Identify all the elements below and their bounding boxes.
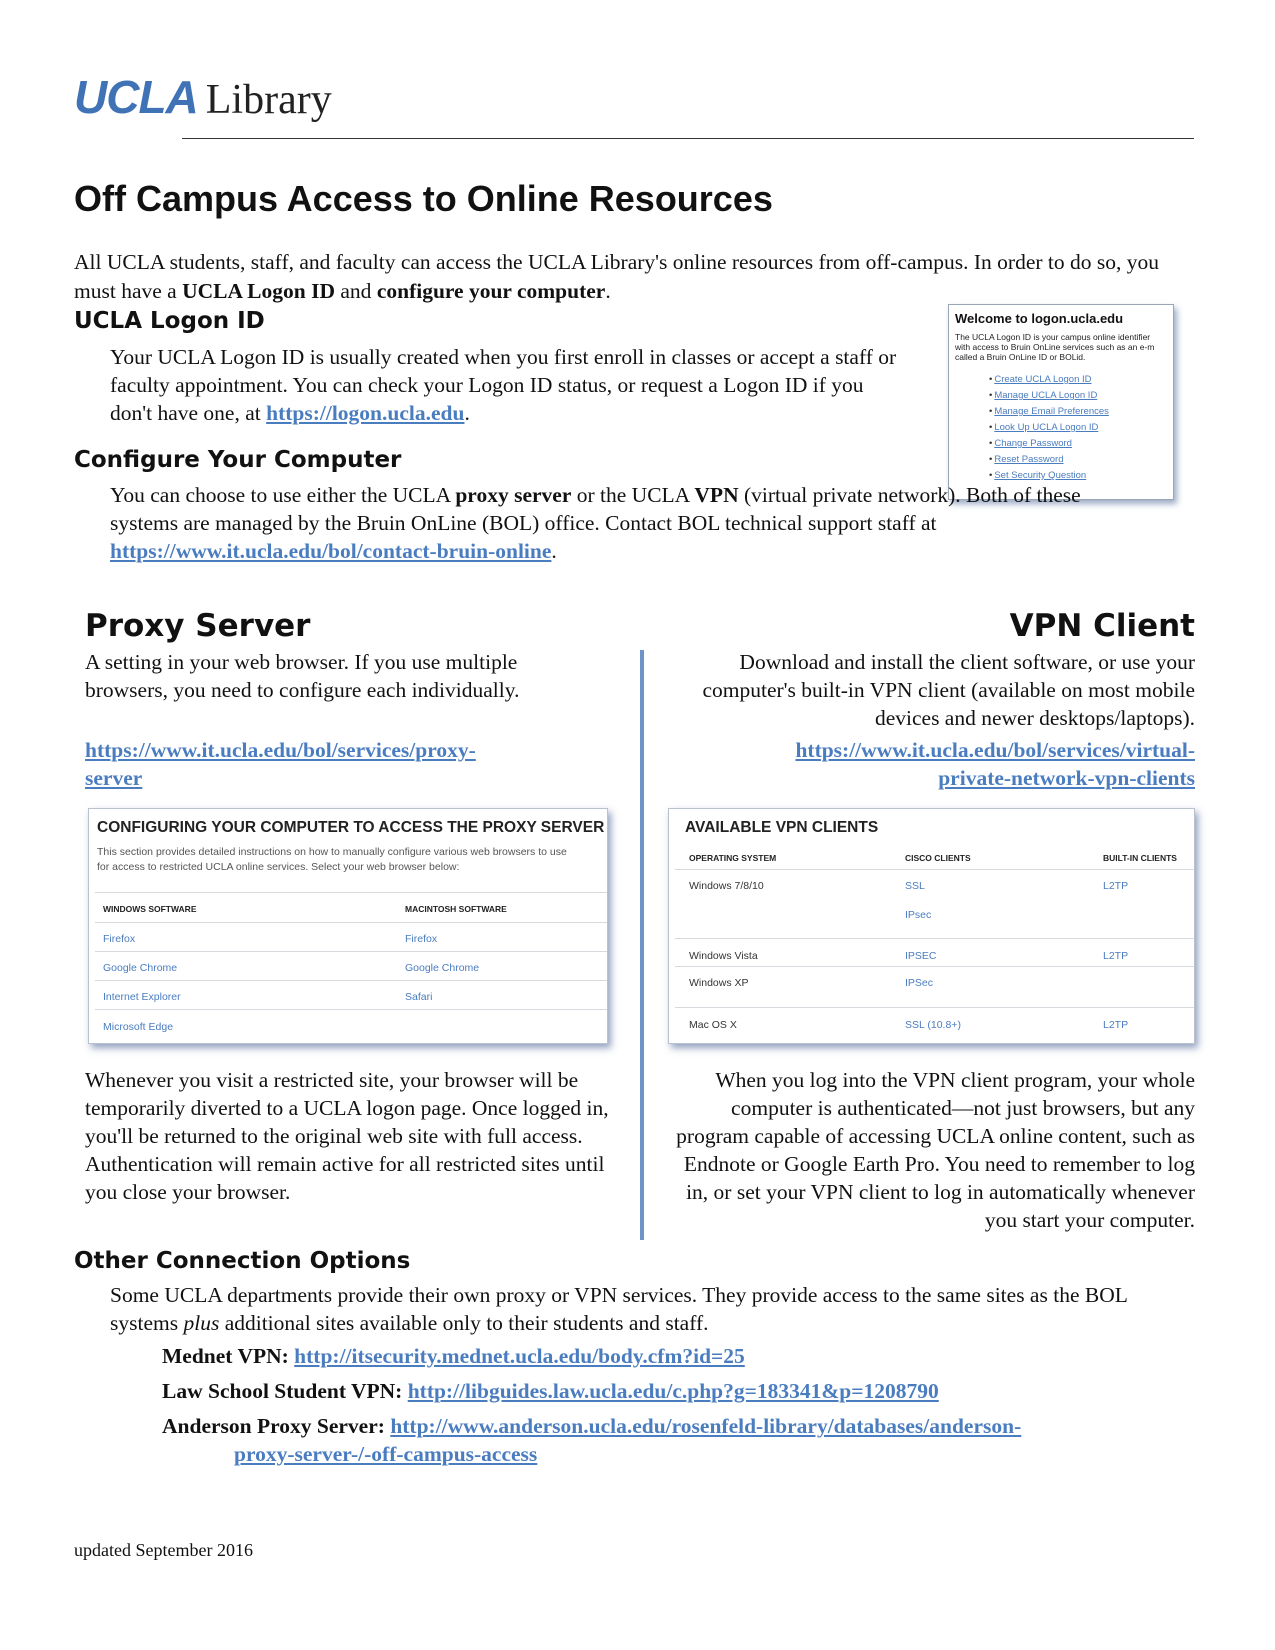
page-title: Off Campus Access to Online Resources <box>74 178 773 219</box>
logon-link-manage[interactable]: • Manage UCLA Logon ID <box>989 388 1173 404</box>
configure-paragraph <box>110 481 1110 565</box>
logon-link-create[interactable]: • Create UCLA Logon ID <box>989 372 1173 388</box>
vpn-builtin-l2tp[interactable]: L2TP <box>1103 880 1129 892</box>
law-label: Law School Student VPN: <box>162 1379 403 1403</box>
other-heading: Other Connection Options <box>74 1248 411 1274</box>
proxy-table-rule <box>95 980 607 981</box>
proxy-table-rule <box>95 922 607 923</box>
proxy-desc-line: for access to restricted UCLA online services. Select your web browser below: <box>97 861 460 873</box>
bol-contact-link[interactable]: https://www.it.ucla.edu/bol/contact-bruin-online <box>110 539 552 563</box>
proxy-win-firefox[interactable]: Firefox <box>103 933 136 945</box>
logon-text-end: . <box>464 401 470 425</box>
logo-ucla-text: UCLA <box>74 71 198 123</box>
logon-link-lookup[interactable]: • Look Up UCLA Logon ID <box>989 420 1173 436</box>
proxy-win-ie[interactable]: Internet Explorer <box>103 991 181 1003</box>
proxy-screenshot-desc <box>89 837 607 875</box>
proxy-table-rule <box>95 951 607 952</box>
anderson-label: Anderson Proxy Server: <box>162 1414 385 1438</box>
vpn-mac-cisco[interactable]: SSL (10.8+) <box>905 1019 961 1031</box>
logon-link-reset-password[interactable]: • Reset Password <box>989 452 1173 468</box>
logo-library-text: Library <box>205 77 332 123</box>
vpn-vista-cisco[interactable]: IPSEC <box>905 950 937 962</box>
vpn-link[interactable] <box>795 738 1195 790</box>
proxy-desc-line: This section provides detailed instructions on how to manually configure various web browsers to use <box>97 846 567 858</box>
vpn-col-os: OPERATING SYSTEM <box>689 853 777 863</box>
proxy-mac-safari[interactable]: Safari <box>405 991 433 1003</box>
other-text-2: additional sites available only to their students and staff. <box>219 1311 709 1335</box>
proxy-win-edge[interactable]: Microsoft Edge <box>103 1021 174 1033</box>
proxy-screenshot-title: CONFIGURING YOUR COMPUTER TO ACCESS THE PROXY SERVER <box>97 819 605 836</box>
intro-bold-configure: configure your computer <box>376 279 606 303</box>
mednet-link[interactable]: http://itsecurity.mednet.ucla.edu/body.cfm?id=25 <box>294 1344 745 1368</box>
proxy-win-chrome[interactable]: Google Chrome <box>103 962 178 974</box>
updated-date: updated September 2016 <box>74 1540 253 1560</box>
vpn-cisco-ssl[interactable]: SSL <box>905 880 925 892</box>
logon-heading: UCLA Logon ID <box>74 308 265 334</box>
vpn-os-xp: Windows XP <box>689 977 749 989</box>
vpn-link-block <box>670 736 1195 792</box>
proxy-description: A setting in your web browser. If you use multiple browsers, you need to configure each individually. <box>85 650 520 702</box>
logon-screenshot <box>948 304 1174 500</box>
vpn-after-text: When you log into the VPN client program, your whole computer is authenticated—not just browsers, but any program capable of accessing UCLA online content, such as Endnote or Google Earth Pro. You need to remember to log in, or set your VPN client to log in automatically whenever you start your computer. <box>676 1068 1195 1232</box>
proxy-after-text: Whenever you visit a restricted site, your browser will be temporarily diverted to a UCLA logon page. Once logged in, you'll be returned to the original web site with full access. Authentication will remain active for all restricted sites until you close your browser. <box>85 1068 609 1204</box>
intro-paragraph <box>74 248 1204 306</box>
configure-text-3: (virtual private network). Both of these systems are managed by the Bruin OnLine (BOL) office. Contact BOL technical support staff at <box>110 483 1081 535</box>
proxy-screenshot <box>88 808 608 1044</box>
intro-bold-logon: UCLA Logon ID <box>182 279 336 303</box>
logon-paragraph <box>110 343 910 427</box>
mednet-label: Mednet VPN: <box>162 1344 289 1368</box>
vpn-os-mac: Mac OS X <box>689 1019 737 1031</box>
vpn-os-vista: Windows Vista <box>689 950 758 962</box>
column-divider <box>640 650 644 1240</box>
other-italic-plus: plus <box>183 1311 220 1335</box>
other-paragraph <box>110 1281 1170 1337</box>
vpn-cisco-ipsec[interactable]: IPsec <box>905 909 932 921</box>
vpn-vista-builtin[interactable]: L2TP <box>1103 950 1129 962</box>
vpn-heading: VPN Client <box>1009 608 1195 644</box>
configure-text-1: You can choose to use either the UCLA <box>110 483 456 507</box>
logon-link-change-password[interactable]: • Change Password <box>989 436 1173 452</box>
vpn-screenshot <box>668 808 1195 1044</box>
proxy-link-block <box>85 736 605 792</box>
vpn-table-rule <box>675 966 1194 967</box>
proxy-link-line-1: https://www.it.ucla.edu/bol/services/proxy- <box>85 738 476 762</box>
vpn-table-rule <box>675 938 1194 939</box>
anderson-link-line-1: http://www.anderson.ucla.edu/rosenfeld-library/databases/anderson- <box>390 1414 1022 1438</box>
other-text-1: Some UCLA departments provide their own proxy or VPN services. They provide access to the same sites as the BOL systems <box>110 1283 1128 1335</box>
logon-desc-line: The UCLA Logon ID is your campus online identifier <box>955 332 1151 342</box>
vpn-description: Download and install the client software, or use your computer's built-in VPN client (available on most mobile devices and newer desktops/laptops). <box>702 650 1195 730</box>
intro-text-2: and <box>335 279 377 303</box>
vpn-os-windows-7: Windows 7/8/10 <box>689 880 764 892</box>
vpn-table-rule <box>675 1007 1194 1008</box>
vpn-col-builtin: BUILT-IN CLIENTS <box>1103 853 1177 863</box>
proxy-mac-firefox[interactable]: Firefox <box>405 933 438 945</box>
proxy-link[interactable] <box>85 738 476 790</box>
other-item-law <box>162 1377 1202 1405</box>
proxy-link-line-2: server <box>85 766 143 790</box>
configure-text-2: or the UCLA <box>571 483 695 507</box>
logon-text: Your UCLA Logon ID is usually created when you first enroll in classes or accept a staff or faculty appointment. You can check your Logon ID status, or request a Logon ID if you don't have one, at <box>110 345 897 425</box>
other-item-mednet <box>162 1342 1202 1370</box>
logon-desc-line: called a Bruin OnLine ID or BOLid. <box>955 352 1086 362</box>
configure-bold-vpn: VPN <box>694 483 739 507</box>
proxy-col-mac: MACINTOSH SOFTWARE <box>405 904 507 914</box>
logon-link-security-question[interactable]: • Set Security Question <box>989 468 1173 484</box>
logon-desc-line: with access to Bruin OnLine services such as an e-m <box>955 342 1155 352</box>
proxy-col-windows: WINDOWS SOFTWARE <box>103 904 197 914</box>
law-link[interactable]: http://libguides.law.ucla.edu/c.php?g=183341&p=1208790 <box>407 1379 939 1403</box>
proxy-table-rule <box>95 1009 607 1010</box>
logon-links-list <box>949 362 1173 484</box>
header-divider <box>182 138 1194 139</box>
configure-text-end: . <box>551 539 557 563</box>
logon-screenshot-title: Welcome to logon.ucla.edu <box>955 311 1124 326</box>
vpn-col-cisco: CISCO CLIENTS <box>905 853 971 863</box>
configure-bold-proxy: proxy server <box>455 483 572 507</box>
intro-text-3: . <box>605 279 611 303</box>
vpn-link-line-1: https://www.it.ucla.edu/bol/services/virtual- <box>795 738 1195 762</box>
intro-text-1: All UCLA students, staff, and faculty can access the UCLA Library's online resources from off-campus. In order to do so, you must have a <box>74 250 1159 303</box>
ucla-library-logo <box>74 70 332 130</box>
proxy-heading: Proxy Server <box>85 608 311 644</box>
configure-heading: Configure Your Computer <box>74 447 402 473</box>
proxy-table-rule <box>95 892 607 893</box>
logon-link[interactable]: https://logon.ucla.edu <box>266 401 465 425</box>
other-item-anderson <box>162 1412 1202 1468</box>
anderson-link-line-2: proxy-server-/-off-campus-access <box>234 1442 538 1466</box>
vpn-xp-cisco[interactable]: IPSec <box>905 977 934 989</box>
vpn-link-line-2: private-network-vpn-clients <box>938 766 1195 790</box>
vpn-mac-builtin[interactable]: L2TP <box>1103 1019 1129 1031</box>
logon-link-email-prefs[interactable]: • Manage Email Preferences <box>989 404 1173 420</box>
proxy-mac-chrome[interactable]: Google Chrome <box>405 962 480 974</box>
vpn-table-rule <box>675 869 1194 870</box>
vpn-screenshot-title: AVAILABLE VPN CLIENTS <box>685 819 879 836</box>
logon-screenshot-desc <box>949 326 1173 362</box>
